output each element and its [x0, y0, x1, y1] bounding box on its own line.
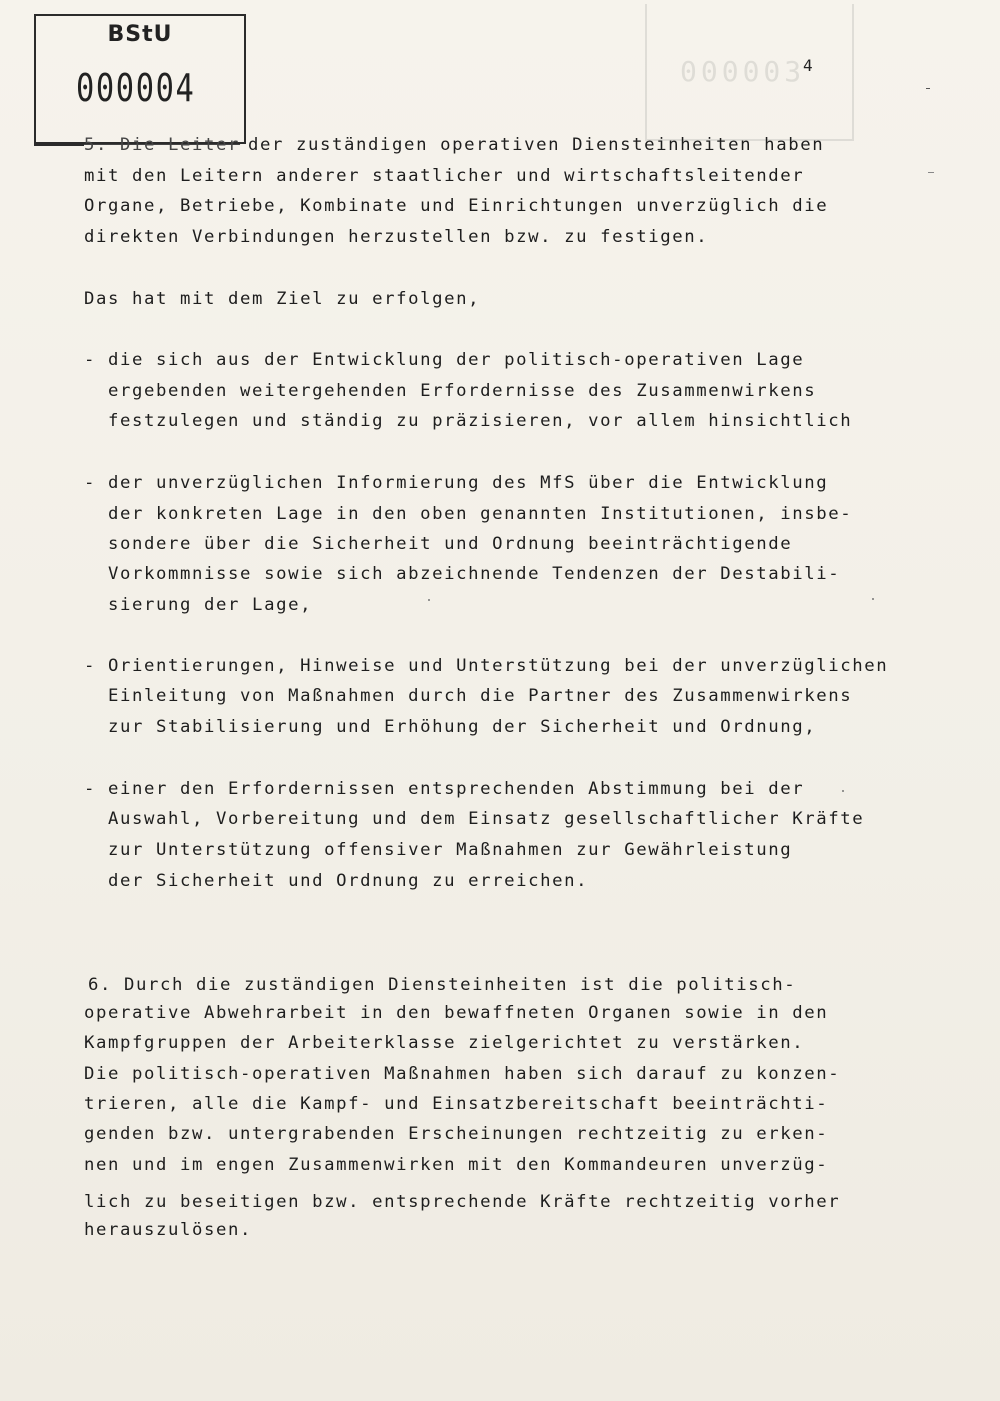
margin-mark	[926, 88, 930, 89]
section6-line: Die politisch-operativen Maßnahmen haben sich darauf zu konzen-	[84, 1064, 841, 1084]
bullet-line: sondere über die Sicherheit und Ordnung beeinträchtigende	[84, 534, 793, 554]
bullet-line: sierung der Lage,	[84, 595, 313, 615]
section5-line: direkten Verbindungen herzustellen bzw. zu festigen.	[84, 227, 709, 247]
bullet-line: - der unverzüglichen Informierung des MfS über die Entwicklung	[84, 473, 829, 493]
section6-line: trieren, alle die Kampf- und Einsatzbereitschaft beeinträchti-	[84, 1094, 829, 1114]
strike-line	[34, 144, 84, 146]
bullet-line: - Orientierungen, Hinweise und Unterstützung bei der unverzüglichen	[84, 656, 889, 676]
section5-line: der zuständigen operativen Diensteinheiten haben	[236, 135, 825, 155]
section6-line: lich zu beseitigen bzw. entsprechende Kräfte rechtzeitig vorher	[84, 1192, 841, 1212]
bullet-line: Auswahl, Vorbereitung und dem Einsatz gesellschaftlicher Kräfte	[84, 809, 865, 829]
section6-line: operative Abwehrarbeit in den bewaffneten Organen sowie in den	[84, 1003, 829, 1023]
margin-mark	[928, 172, 934, 173]
section6-line: 6. Durch die zuständigen Diensteinheiten ist die politisch-	[88, 975, 797, 995]
speck	[428, 599, 430, 601]
section6-line: Kampfgruppen der Arbeiterklasse zielgerichtet zu verstärken.	[84, 1033, 805, 1053]
bullet-line: festzulegen und ständig zu präzisieren, vor allem hinsichtlich	[84, 411, 853, 431]
speck	[842, 790, 844, 792]
section6-line: nen und im engen Zusammenwirken mit den Kommandeuren unverzüg-	[84, 1155, 829, 1175]
bullet-line: der Sicherheit und Ordnung zu erreichen.	[84, 871, 589, 891]
bullet-line: zur Stabilisierung und Erhöhung der Sicherheit und Ordnung,	[84, 717, 817, 737]
bullet-line: - die sich aus der Entwicklung der politisch-operativen Lage	[84, 350, 805, 370]
bullet-line: der konkreten Lage in den oben genannten Institutionen, insbe-	[84, 504, 853, 524]
bullet-line: zur Unterstützung offensiver Maßnahmen zur Gewährleistung	[84, 840, 793, 860]
section5-line: Organe, Betriebe, Kombinate und Einrichtungen unverzüglich die	[84, 196, 829, 216]
stamp-label: BStU	[107, 22, 173, 47]
stamp-number: 000004	[76, 66, 196, 110]
struck-lead-text: 5. Die Leiter	[84, 135, 241, 155]
section5-intro: Das hat mit dem Ziel zu erfolgen,	[84, 289, 481, 309]
page-number: 4	[803, 56, 813, 75]
section6-line: genden bzw. untergrabenden Erscheinungen rechtzeitig zu erken-	[84, 1124, 829, 1144]
section5-line: mit den Leitern anderer staatlicher und wirtschaftsleitender	[84, 166, 805, 186]
section6-line: herauszulösen.	[84, 1220, 253, 1240]
ghost-stamp-number: 000003	[680, 55, 806, 88]
speck	[872, 598, 874, 600]
bullet-line: Vorkommnisse sowie sich abzeichnende Tendenzen der Destabili-	[84, 564, 841, 584]
bullet-line: Einleitung von Maßnahmen durch die Partner des Zusammenwirkens	[84, 686, 853, 706]
archive-stamp	[34, 14, 246, 144]
bullet-line: ergebenden weitergehenden Erfordernisse des Zusammenwirkens	[84, 381, 817, 401]
bullet-line: - einer den Erfordernissen entsprechenden Abstimmung bei der	[84, 779, 805, 799]
